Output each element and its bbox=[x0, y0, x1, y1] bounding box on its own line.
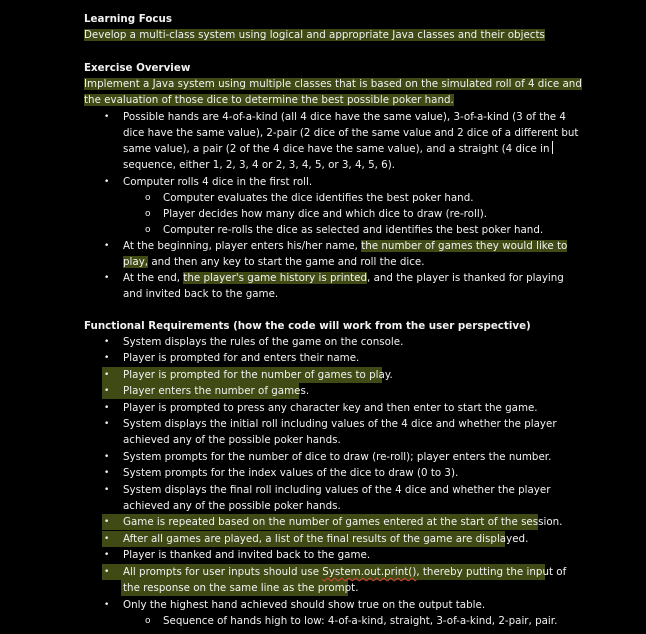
exercise-intro-highlight-2: the evaluation of those dice to determine the best possible poker hand. bbox=[84, 94, 454, 106]
learning-focus-highlight: Develop a multi-class system using logical and appropriate Java classes and their objects bbox=[84, 29, 545, 41]
req-repeat: Game is repeated based on the number of games entered at the start of the session. bbox=[123, 516, 563, 528]
sub-bullet-icon: o bbox=[145, 616, 151, 626]
bullet-icon: • bbox=[104, 353, 110, 363]
sub-bullet-icon: o bbox=[145, 225, 151, 235]
functional-heading: Functional Requirements (how the code will work from the user perspective) bbox=[84, 320, 531, 332]
exercise-overview-heading: Exercise Overview bbox=[84, 62, 191, 74]
end-line-1 bbox=[123, 270, 564, 286]
bullet-icon: • bbox=[104, 468, 110, 478]
req-name: Player is prompted for and enters their name. bbox=[123, 352, 360, 364]
req-rules: System displays the rules of the game on the console. bbox=[123, 336, 404, 348]
sub-item-rerolls: Computer re-rolls the dice as selected and identifies the best poker hand. bbox=[163, 224, 544, 236]
beginning-text-2: and then any key to start the game and roll the dice. bbox=[148, 256, 425, 268]
end-line-2: and invited back to the game. bbox=[123, 288, 279, 300]
req-thanked: Player is thanked and invited back to the game. bbox=[123, 549, 371, 561]
prompts-text-a: All prompts for user inputs should use bbox=[123, 566, 323, 578]
bullet-icon: • bbox=[104, 403, 110, 413]
sub-item-evaluates: Computer evaluates the dice identifies the best poker hand. bbox=[163, 192, 474, 204]
end-text-c: , and the player is thanked for playing bbox=[367, 272, 564, 284]
bullet-icon: • bbox=[104, 452, 110, 462]
req-draw-index: System prompts for the index values of the dice to draw (0 to 3). bbox=[123, 467, 459, 479]
code-system-out-print: System.out.print() bbox=[322, 566, 417, 578]
learning-focus-text bbox=[84, 27, 545, 43]
end-text-a: At the end, bbox=[123, 272, 184, 284]
exercise-intro-line-1 bbox=[84, 76, 582, 92]
req-initial-roll-1: System displays the initial roll including values of the 4 dice and whether the player bbox=[123, 418, 557, 430]
bullet-icon: • bbox=[104, 419, 110, 429]
req-prompts-2: the response on the same line as the prompt. bbox=[123, 582, 359, 594]
bullet-icon: • bbox=[104, 600, 110, 610]
req-final-roll-2: achieved any of the possible poker hands. bbox=[123, 500, 341, 512]
req-results-list: After all games are played, a list of the final results of the game are displayed. bbox=[123, 533, 529, 545]
bullet-icon: • bbox=[104, 337, 110, 347]
bullet-icon: • bbox=[104, 177, 110, 187]
beginning-highlight: the number of games they would like to bbox=[361, 240, 568, 252]
req-prompts-1 bbox=[123, 564, 566, 580]
req-games-enter: Player enters the number of games. bbox=[123, 385, 310, 397]
bullet-icon: • bbox=[104, 567, 110, 577]
sub-bullet-icon: o bbox=[145, 209, 151, 219]
history-highlight: the player's game history is printed bbox=[183, 272, 368, 284]
beginning-line-1 bbox=[123, 238, 567, 254]
req-press-key: Player is prompted to press any character key and then enter to start the game. bbox=[123, 402, 538, 414]
bullet-icon: • bbox=[104, 241, 110, 251]
computer-rolls-line: Computer rolls 4 dice in the first roll. bbox=[123, 176, 313, 188]
bullet-icon: • bbox=[104, 386, 110, 396]
text-cursor bbox=[552, 141, 553, 154]
beginning-text: At the beginning, player enters his/her name, bbox=[123, 240, 362, 252]
learning-focus-heading: Learning Focus bbox=[84, 13, 172, 25]
req-initial-roll-2: achieved any of the possible poker hands. bbox=[123, 434, 341, 446]
sub-bullet-icon: o bbox=[145, 193, 151, 203]
bullet-icon: • bbox=[104, 273, 110, 283]
req-games-prompt: Player is prompted for the number of games to play. bbox=[123, 369, 393, 381]
bullet-icon: • bbox=[104, 370, 110, 380]
hands-line-3-text: same value), a pair (2 of the 4 dice have the same value), and a straight (4 dice in bbox=[123, 143, 550, 155]
req-draw-count: System prompts for the number of dice to draw (re-roll); player enters the number. bbox=[123, 451, 552, 463]
beginning-line-2 bbox=[123, 254, 425, 270]
req-hand-sequence: Sequence of hands high to low: 4-of-a-kind, straight, 3-of-a-kind, 2-pair, pair. bbox=[163, 615, 558, 627]
bullet-icon: • bbox=[104, 534, 110, 544]
sub-item-player-decides: Player decides how many dice and which dice to draw (re-roll). bbox=[163, 208, 487, 220]
exercise-intro-highlight-1: Implement a Java system using multiple classes that is based on the simulated roll of 4 dice and bbox=[84, 78, 582, 90]
req-final-roll-1: System displays the final roll including values of the 4 dice and whether the player bbox=[123, 484, 551, 496]
bullet-icon: • bbox=[104, 112, 110, 122]
exercise-intro-line-2 bbox=[84, 92, 454, 108]
bullet-icon: • bbox=[104, 517, 110, 527]
hands-line-2: dice have the same value), 2-pair (2 dice of the same value and 2 dice of a different but bbox=[123, 127, 579, 139]
bullet-icon: • bbox=[104, 485, 110, 495]
req-highest-hand: Only the highest hand achieved should show true on the output table. bbox=[123, 599, 486, 611]
hands-line-3 bbox=[123, 141, 553, 157]
hands-line-1: Possible hands are 4-of-a-kind (all 4 dice have the same value), 3-of-a-kind (3 of the 4 bbox=[123, 111, 566, 123]
play-highlight: play, bbox=[123, 256, 149, 268]
hands-line-4: sequence, either 1, 2, 3, 4 or 2, 3, 4, 5, or 3, 4, 5, 6). bbox=[123, 159, 396, 171]
bullet-icon: • bbox=[104, 550, 110, 560]
prompts-text-c: , thereby putting the input of bbox=[416, 566, 567, 578]
